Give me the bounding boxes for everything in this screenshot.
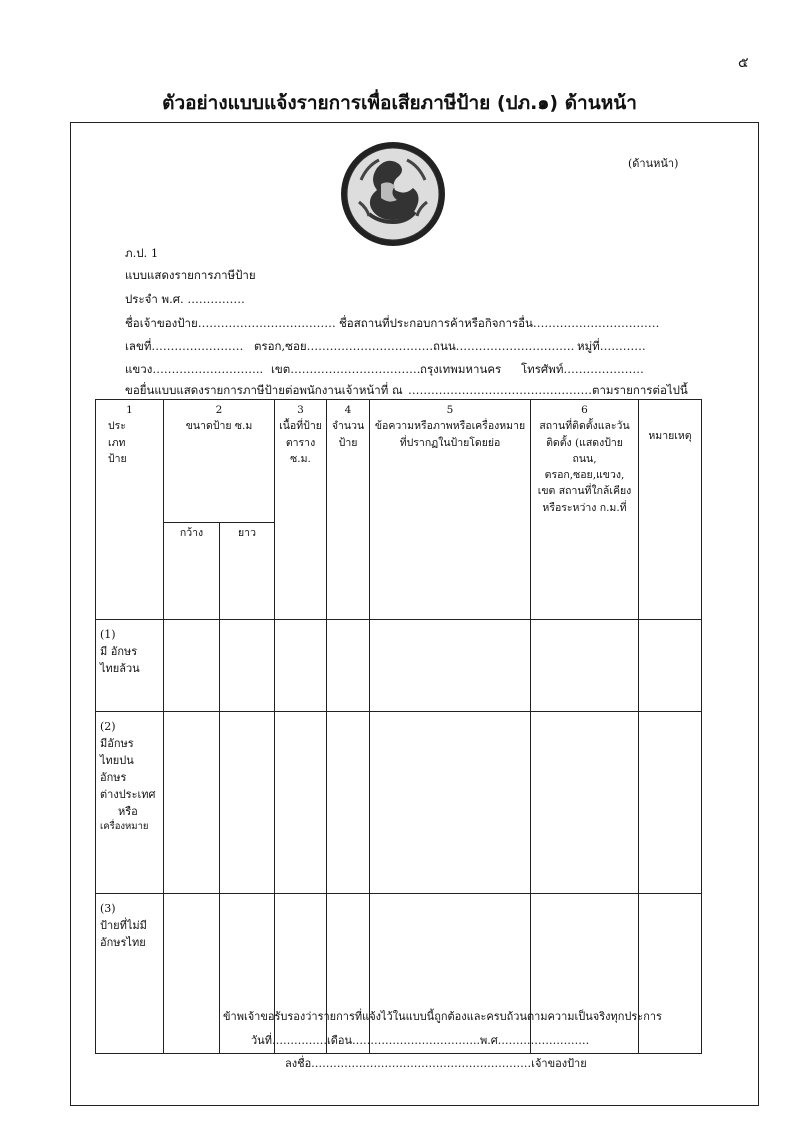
table-row [96, 712, 702, 894]
header-count [327, 400, 370, 620]
table-cell[interactable] [220, 712, 275, 894]
header-location-line: หรือระหว่าง ก.ม.ที่ [542, 501, 627, 514]
header-location-line: ตรอก,ซอย,แขวง, [544, 469, 625, 482]
table-cell[interactable] [370, 712, 531, 894]
table-cell[interactable] [639, 712, 702, 894]
address-road-field: ถนน…………………………. [433, 339, 575, 353]
header-area-line: เนื้อที่ป้าย [279, 420, 322, 433]
header-width: กว้าง [164, 523, 220, 620]
header-location-line: เขต สถานที่ใกล้เคียง [537, 485, 632, 498]
table-cell[interactable] [531, 894, 639, 1054]
row-label-line: (3) [100, 902, 116, 915]
row-label-thai-only [96, 620, 164, 712]
table-row [96, 620, 702, 712]
table-cell[interactable] [370, 620, 531, 712]
owner-name-field: ชื่อเจ้าของป้าย……………………………… [125, 316, 336, 330]
table-cell[interactable] [275, 894, 327, 1054]
page-title: ตัวอย่างแบบแจ้งรายการเพื่อเสียภาษีป้าย (ปภ.๑) ด้านหน้า [162, 92, 637, 114]
header-length: ยาว [220, 523, 275, 620]
header-area [275, 400, 327, 620]
khet-field: เขต…………………………….. [271, 362, 425, 376]
header-message-line: ข้อความหรือภาพหรือเครื่องหมาย [374, 420, 526, 433]
address-no-field: เลขที่…………………… [125, 339, 244, 353]
row-label-line: (1) [100, 628, 116, 641]
province-label: กรุงเทพมหานคร [420, 362, 502, 376]
table-cell[interactable] [370, 894, 531, 1054]
header-location-line: ติดตั้ง (แสดงป้ายถนน, [546, 436, 623, 465]
col-number: 1 [126, 404, 133, 416]
header-count-line: จำนวน [331, 420, 365, 433]
col-number: 2 [215, 404, 223, 416]
header-type-line: ป้าย [108, 452, 127, 465]
table-cell[interactable] [327, 712, 370, 894]
table-row [96, 894, 702, 1054]
year-line: ประจำ พ.ศ. …………… [125, 292, 245, 306]
table-cell[interactable] [327, 620, 370, 712]
side-label: (ด้านหน้า) [628, 157, 679, 170]
row-label-line: มี อักษร [100, 645, 138, 659]
phone-field: โทรศัพท์………………… [521, 362, 644, 376]
form-name: แบบแสดงรายการภาษีป้าย [125, 268, 256, 282]
table-cell[interactable] [639, 620, 702, 712]
kwaeng-field: แขวง……………………….. [125, 362, 264, 376]
col-number: 3 [297, 404, 304, 416]
table-header-row [96, 400, 702, 523]
table-cell[interactable] [164, 620, 220, 712]
table-cell[interactable] [164, 712, 220, 894]
table-cell[interactable] [327, 894, 370, 1054]
submit-line-b: …………………………………………ตามรายการต่อไปนี้ [408, 383, 688, 397]
submit-line-a: ขอยื่นแบบแสดงรายการภาษีป้ายต่อพนักงานเจ้าหน้าที่ ณ [125, 383, 403, 397]
table-cell[interactable] [164, 894, 220, 1054]
signature-line: ลงชื่อ……………………………………………………เจ้าของป้าย [285, 1057, 587, 1070]
col-number: 5 [446, 404, 454, 416]
table-cell[interactable] [275, 712, 327, 894]
table-cell[interactable] [220, 620, 275, 712]
business-name-field: ชื่อสถานที่ประกอบการค้าหรือกิจการอื่น…………………………… [339, 316, 660, 330]
table-cell[interactable] [220, 894, 275, 1054]
header-location-line: สถานที่ติดตั้งและวัน [539, 420, 630, 433]
sign-tax-table [95, 399, 702, 1054]
form-code: ภ.ป. 1 [125, 246, 159, 260]
row-label-line: มีอักษร [100, 737, 134, 751]
col-number: 6 [581, 404, 588, 416]
row-label-line: ต่างประเทศ [100, 788, 156, 802]
row-label-line: (2) [100, 720, 116, 733]
address-soi-field: ตรอก,ซอย…………………………… [254, 339, 434, 353]
address-moo-field: หมู่ที่………… [577, 339, 646, 353]
row-label-line: อักษร [100, 771, 127, 785]
header-message [370, 400, 531, 620]
row-label-line: ป้ายที่ไม่มี [100, 919, 147, 933]
header-remark [639, 400, 702, 620]
row-label-no-thai [96, 894, 164, 1054]
table-cell[interactable] [531, 620, 639, 712]
row-label-line: หรือ [118, 805, 138, 819]
page-number: ๕ [738, 55, 749, 71]
header-location [531, 400, 639, 620]
row-label-line: เครื่องหมาย [100, 821, 149, 833]
row-label-line: อักษรไทย [100, 936, 146, 950]
table-cell[interactable] [639, 894, 702, 1054]
date-line: วันที่……………เดือน……………………………..พ.ศ.…………………… [251, 1034, 590, 1047]
header-area-line: ซ.ม. [290, 452, 311, 465]
header-message-line: ที่ปรากฏในป้ายโดยย่อ [399, 436, 501, 449]
table-cell[interactable] [531, 712, 639, 894]
header-type [96, 400, 164, 620]
header-type-line: เภท [108, 436, 126, 449]
header-size-label: ขนาดป้าย ซ.ม [185, 420, 253, 433]
emblem-seal-icon [339, 140, 447, 248]
header-type-line: ประ [108, 420, 126, 433]
row-label-mixed [96, 712, 164, 894]
col-number: 4 [344, 404, 352, 416]
header-remark-label: หมายเหตุ [648, 430, 692, 442]
header-size [164, 400, 275, 523]
row-label-line: ไทยปน [100, 754, 134, 768]
header-area-line: ตาราง [285, 436, 316, 449]
header-count-line: ป้าย [338, 436, 358, 449]
certify-statement: ข้าพเจ้าขอรับรองว่ารายการที่แจ้งไว้ในแบบนี้ถูกต้องและครบถ้วนตามความเป็นจริงทุกประการ [223, 1010, 662, 1023]
row-label-line: ไทยล้วน [100, 662, 140, 676]
table-cell[interactable] [275, 620, 327, 712]
